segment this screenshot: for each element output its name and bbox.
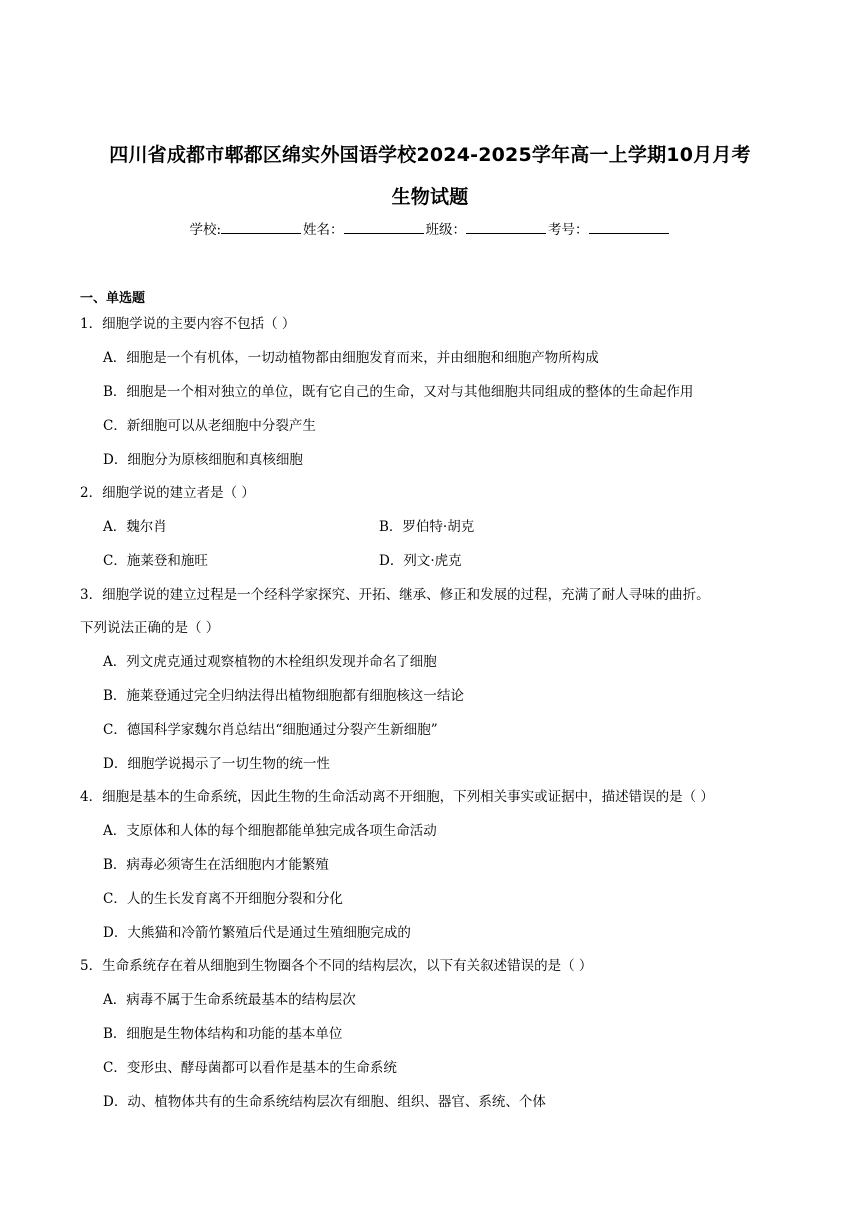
exam-title: 四川省成都市郫都区绵实外国语学校2024-2025学年高一上学期10月月考 xyxy=(109,144,751,166)
question-stem: 5．生命系统存在着从细胞到生物圈各个不同的结构层次，以下有关叙述错误的是（ ） xyxy=(80,958,593,974)
question-option: B．病毒必须寄生在活细胞内才能繁殖 xyxy=(103,857,329,873)
question-option: B．施莱登通过完全归纳法得出植物细胞都有细胞核这一结论 xyxy=(103,688,464,704)
class-blank[interactable] xyxy=(466,220,546,234)
question-stem: 1．细胞学说的主要内容不包括（ ） xyxy=(80,316,296,332)
question-option: A．病毒不属于生命系统最基本的结构层次 xyxy=(103,992,356,1008)
school-label: 学校: xyxy=(189,222,222,238)
school-blank[interactable] xyxy=(221,220,301,234)
student-info-line xyxy=(0,218,860,238)
question-option: B．罗伯特·胡克 xyxy=(379,519,475,535)
question-option: C．新细胞可以从老细胞中分裂产生 xyxy=(103,418,316,434)
question-option: C．施莱登和施旺 xyxy=(103,553,208,569)
question-option: B．细胞是生物体结构和功能的基本单位 xyxy=(103,1026,343,1042)
name-blank[interactable] xyxy=(344,220,424,234)
question-option: A．列文虎克通过观察植物的木栓组织发现并命名了细胞 xyxy=(103,654,437,670)
exam-no-label: 考号： xyxy=(548,222,589,238)
question-stem: 2．细胞学说的建立者是（ ） xyxy=(80,485,255,501)
question-stem-continued: 下列说法正确的是（ ） xyxy=(80,620,220,636)
question-option: D．动、植物体共有的生命系统结构层次有细胞、组织、器官、系统、个体 xyxy=(103,1094,546,1110)
name-label: 姓名： xyxy=(303,222,344,238)
question-option: D．细胞学说揭示了一切生物的统一性 xyxy=(103,756,330,772)
question-option: A．支原体和人体的每个细胞都能单独完成各项生命活动 xyxy=(103,823,437,839)
question-option: D．列文·虎克 xyxy=(379,553,462,569)
section-title: 一、单选题 xyxy=(80,291,146,306)
question-option: A．魏尔肖 xyxy=(103,519,167,535)
question-option: C．变形虫、酵母菌都可以看作是基本的生命系统 xyxy=(103,1060,397,1076)
question-stem: 3．细胞学说的建立过程是一个经科学家探究、开拓、继承、修正和发展的过程，充满了耐人寻味的曲折。 xyxy=(80,587,710,603)
question-stem: 4．细胞是基本的生命系统，因此生物的生命活动离不开细胞，下列相关事实或证据中，描述错误的是（ ） xyxy=(80,789,714,805)
question-option: B．细胞是一个相对独立的单位，既有它自己的生命，又对与其他细胞共同组成的整体的生命起作用 xyxy=(103,384,694,400)
question-option: D．细胞分为原核细胞和真核细胞 xyxy=(103,452,303,468)
question-option: C．人的生长发育离不开细胞分裂和分化 xyxy=(103,891,343,907)
exam-subtitle: 生物试题 xyxy=(391,186,469,208)
question-option: C．德国科学家魏尔肖总结出“细胞通过分裂产生新细胞” xyxy=(103,722,438,738)
class-label: 班级： xyxy=(425,222,467,238)
exam-no-blank[interactable] xyxy=(589,220,669,234)
question-option: A．细胞是一个有机体，一切动植物都由细胞发育而来，并由细胞和细胞产物所构成 xyxy=(103,350,599,366)
question-option: D．大熊猫和冷箭竹繁殖后代是通过生殖细胞完成的 xyxy=(103,925,411,941)
